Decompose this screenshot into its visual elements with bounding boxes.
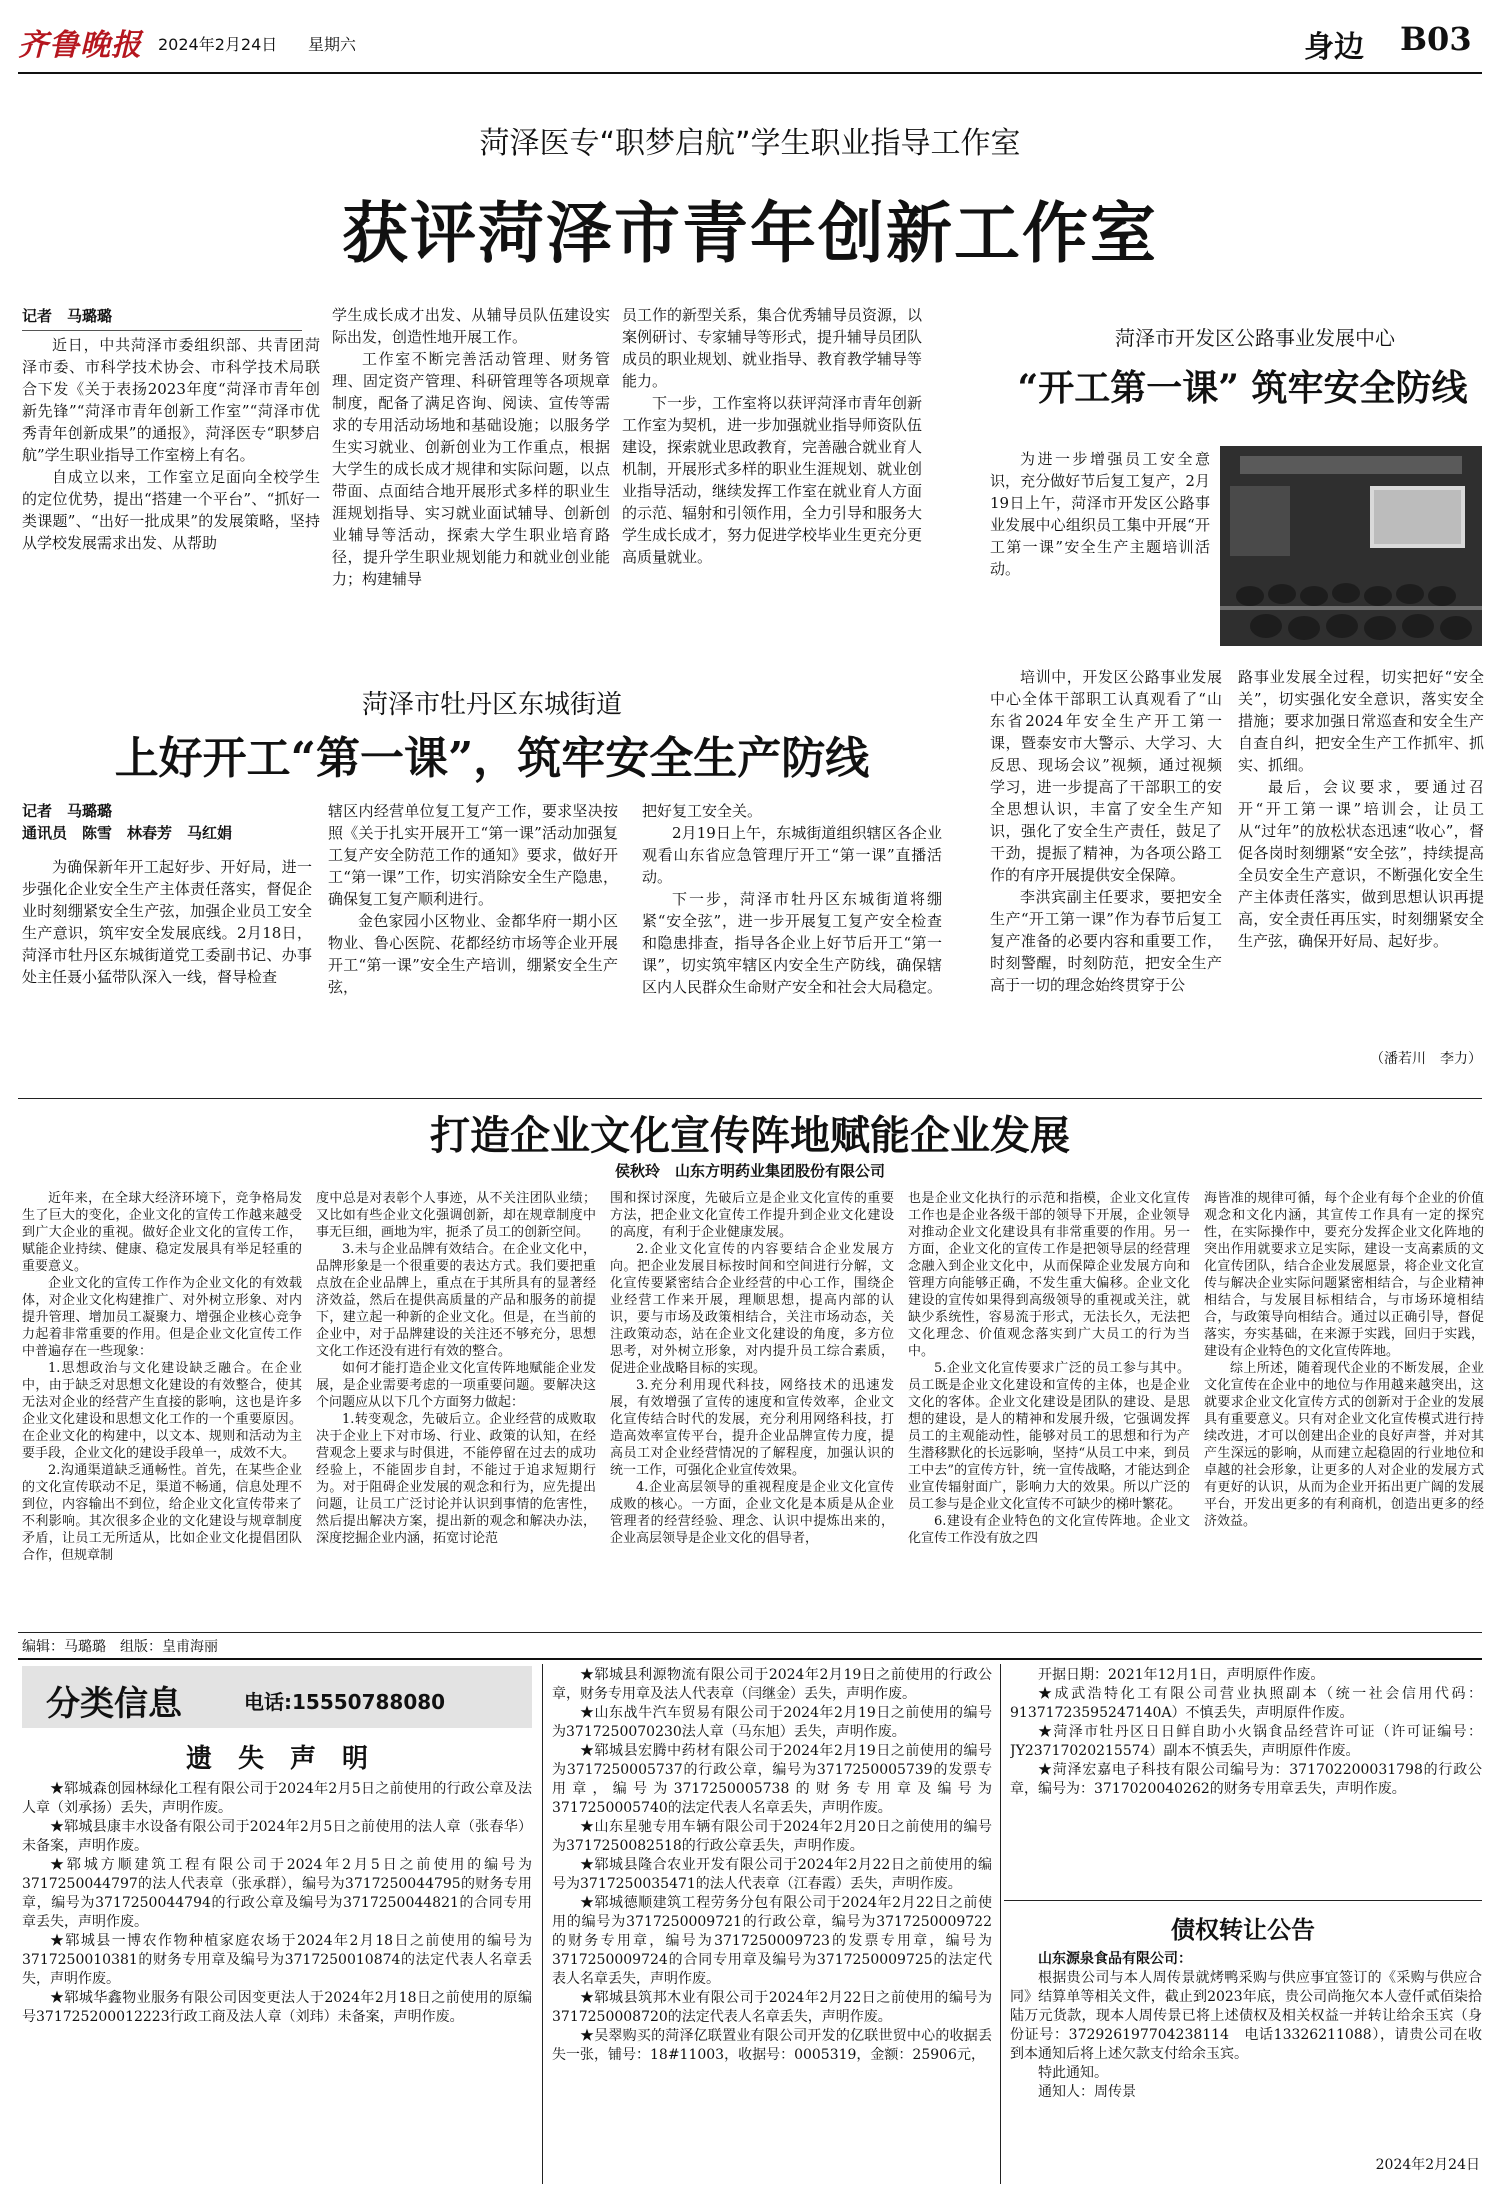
paragraph: 4.企业高层领导的重视程度是企业文化宣传成败的核心。一方面，企业文化是本质是从企业管理者的经营经验、理念、认识中提炼出来的，企业高层领导是企业文化的倡导者， — [610, 1480, 894, 1546]
paragraph: 也是企业文化执行的示范和指模，企业文化宣传工作也是企业各级干部的领导下开展，企业领导对推动企业文化建设具有非常重要的作用。另一方面，企业文化的宣传工作是把领导层的经营理念融入到企业文化中，从而保障企业发展方向和管理方向能够正确，不发生重大偏移。企业文化建设的宣传如果得到高级领导的重视或关注，就缺少系统性，容易流于形式，无法长久，无法把文化理念、价值观念落实到广大员工的行为当中。 — [908, 1191, 1190, 1359]
art3-col2 — [1238, 666, 1484, 1046]
art2-col3 — [642, 800, 942, 1096]
paragraph: 把好复工安全关。 — [642, 802, 763, 820]
editor-credits: 编辑：马璐璐 组版：皇甫海丽 — [22, 1639, 218, 1655]
list-item: ★菏泽市牡丹区日日鲜自助小火锅食品经营许可证（许可证编号：JY23717020215574）副本不慎丢失，声明原件作废。 — [1010, 1724, 1482, 1759]
paragraph: 自成立以来，工作室立足面向全校学生的定位优势，提出“搭建一个平台”、“抓好一类课题”、“出好一批成果”的发展策略，坚持从学校发展需求出发、从帮助 — [22, 468, 320, 552]
art1-headline: 获评菏泽市青年创新工作室 — [342, 194, 1158, 272]
paragraph: 2.沟通渠道缺乏通畅性。首先，在某些企业的文化宣传联动不足，渠道不畅通，信息处理不到位，内容输出不到位，给企业文化宣传带来了不利影响。其次很多企业的文化建设与规章制度矛盾，让员工无所适从，比如企业文化提倡团队合作，但规章制 — [22, 1463, 302, 1563]
paragraph: 最后，会议要求，要通过召开“开工第一课”培训会，让员工从“过年”的放松状态迅速“收心”，督促各岗时刻绷紧“安全弦”，持续提高全员安全生产意识，不断强化安全生产主体责任落实，做到思想认识再提高，安全责任再压实，时刻绷紧安全生产弦，确保开好局、起好步。 — [1238, 778, 1484, 950]
paragraph: 6.建设有企业特色的文化宣传阵地。企业文化宣传工作没有放之四 — [908, 1514, 1190, 1546]
paragraph: 5.企业文化宣传要求广泛的员工参与其中。员工既是企业文化建设和宣传的主体，也是企业文化的客体。企业文化建设是团队的建设、是思想的建设，是人的精神和发展升级，它强调发挥员工的主观能动性，能够对员工的思想和行为产生潜移默化的长远影响，坚持“从员工中来，到员工中去”的宣传方针，统一宣传战略，才能达到企业宣传辐射面广，影响力大的效果。所以广泛的员工参与是企业文化宣传不可缺少的梯叶繁花。 — [908, 1361, 1190, 1512]
paragraph: 近年来，在全球大经济环境下，竞争格局发生了巨大的变化，企业文化的宣传工作越来越受到广大企业的重视。做好企业文化的宣传工作，赋能企业持续、健康、稳定发展具有举足轻重的重要意义。 — [22, 1191, 302, 1274]
training-photo — [1220, 446, 1482, 646]
paragraph: 下一步，菏泽市牡丹区东城街道将绷紧“安全弦”，进一步开展复工复产安全检查和隐患排查，指导各企业上好节后开工“第一课”，切实筑牢辖区内安全生产防线，确保辖区内人民群众生命财产安全和社会大局稳定。 — [642, 890, 942, 996]
paragraph: 3.充分利用现代科技，网络技术的迅速发展，有效增强了宣传的速度和宣传效率，企业文化宣传结合时代的发展，充分利用网络科技，打造高效率宣传平台，提升企业品牌宣传力度，提高员工对企业经营情况的了解程度，加强认识的统一工作，可强化企业宣传效果。 — [610, 1378, 894, 1478]
classified-divider-1 — [542, 1664, 543, 2184]
classified-col3 — [1010, 1666, 1482, 1888]
masthead — [18, 18, 1482, 70]
art2-byline-correspondents: 通讯员 陈雪 林春芳 马红娟 — [22, 824, 233, 842]
art1-byline-rule — [22, 330, 302, 331]
art1-col1 — [22, 334, 320, 674]
art3-col1a — [990, 448, 1210, 668]
paragraph: 度中总是对表彰个人事迹，从不关注团队业绩；又比如有些企业文化强调创新，却在规章制度中事无巨细，画地为牢，扼杀了员工的创新空间。 — [316, 1191, 596, 1240]
art1-col3 — [622, 304, 922, 674]
paragraph: 近日，中共菏泽市委组织部、共青团菏泽市委、市科学技术协会、市科学技术局联合下发《关于表扬2023年度“菏泽市青年创新先锋”“菏泽市青年创新工作室”“菏泽市优秀青年创新成果”的通报》，菏泽医专“职梦启航”学生职业指导工作室榜上有名。 — [22, 336, 320, 464]
list-item: ★吴翠购买的菏泽亿联置业有限公司开发的亿联世贸中心的收据丢失一张，铺号：18#11003，收据号：0005319，金额：25906元， — [552, 2028, 992, 2063]
paragraph: 辖区内经营单位复工复产工作，要求坚决按照《关于扎实开展开工“第一课”活动加强复工复产安全防范工作的通知》要求，做好开工“第一课”工作，切实消除安全生产隐患，确保复工复产顺利进行。 — [328, 802, 618, 908]
art4-col1 — [22, 1190, 302, 1630]
newspaper-logo: 齐鲁晚报 — [18, 28, 142, 63]
section-rule — [18, 1098, 1482, 1099]
masthead-date: 2024年2月24日 — [158, 35, 278, 54]
debt-notice-title: 债权转让公告 — [1171, 1916, 1315, 1944]
debt-notice-date: 2024年2月24日 — [1375, 2157, 1480, 2173]
paragraph: 路事业发展全过程，切实把好“安全关”，切实强化安全意识，落实安全措施；要求加强日常巡查和安全生产自查自纠，把安全生产工作抓牢、抓实、抓细。 — [1238, 668, 1484, 774]
list-item: ★郓城县宏腾中药材有限公司于2024年2月19日之前使用的编号为371725000573​7的行政公章，编号为371725000573​9的发票专用章，编号为371725000573​8的财务专用章及编号为371725000574​0的法定代表人名章丢失，声明作废。 — [552, 1743, 992, 1816]
classified-divider-2 — [1000, 1664, 1001, 2184]
art1-kicker: 菏泽医专“职梦启航”学生职业指导工作室 — [479, 126, 1021, 161]
paragraph: 为确保新年开工起好步、开好局，进一步强化企业安全生产主体责任落实，督促企业时刻绷紧安全生产弦，加强企业员工安全生产意识，筑牢安全发展底线。2月18日，菏泽市牡丹区东城街道党工委副书记、办事处主任聂小猛带队深入一线，督导检查 — [22, 858, 312, 986]
art3-col1b — [990, 666, 1222, 1086]
list-item: ★山东战牛汽车贸易有限公司于2024年2月19日之前使用的编号为371725007023​0法人章（马东旭）丢失，声明作废。 — [552, 1705, 992, 1740]
paragraph: 围和探讨深度，先破后立是企业文化宣传的重要方法，把企业文化宣传工作提升到企业文化建设的高度，有利于企业健康发展。 — [610, 1191, 894, 1240]
debt-notice-body — [1010, 1950, 1482, 2150]
masthead-weekday: 星期六 — [308, 35, 357, 54]
section-name: 身边 — [1304, 30, 1364, 65]
paragraph: 金色家园小区物业、金都华府一期小区物业、鲁心医院、花都经纺市场等企业开展开工“第一课”安全生产培训，绷紧安全生产弦， — [328, 912, 618, 996]
list-item: ★成武浩特化工有限公司营业执照副本（统一社会信用代码：91371723595247140A）不慎丢失，声明原件作废。 — [1010, 1686, 1482, 1721]
list-item: ★菏泽宏嘉电子科技有限公司编号为：371702200031798的行政公章，编号为：371702004026​2的财务专用章丢失，声明作废。 — [1010, 1762, 1482, 1797]
masthead-rule — [18, 72, 1482, 74]
paragraph: 3.未与企业品牌有效结合。在企业文化中，品牌形象是一个很重要的表达方式。我们要把重点放在企业品牌上，重点在于其所具有的显著经济效益，然后在提供高质量的产品和服务的前提下，建立起一种新的企业文化。但是，在当前的企业中，对于品牌建设的关注还不够充分，思想文化工作还没有进行有效的整合。 — [316, 1242, 596, 1359]
lecture-hall-image — [1220, 446, 1482, 646]
editors-rule — [18, 1632, 1482, 1633]
classified-title: 分类信息 — [46, 1684, 182, 1724]
paragraph: 综上所述，随着现代企业的不断发展，企业文化宣传在企业中的地位与作用越来越突出，这就要求企业文化宣传方式的创新对于企业的发展具有重要意义。只有对企业文化宣传模式进行持续改进，才可以创建出企业的良好声誉，并对其产生深远的影响，从而建立起稳固的行业地位和卓越的社会形象，让更多的人对企业的发展方式有更好的认识，从而为企业开拓出更广阔的发展平台，开发出更多的有利商机，创造出更多的经济效益。 — [1204, 1361, 1484, 1529]
art1-col2 — [332, 304, 610, 674]
art4-headline: 打造企业文化宣传阵地赋能企业发展 — [430, 1112, 1070, 1159]
classified-banner — [22, 1666, 532, 1728]
art4-author: 侯秋玲 山东方明药业集团股份有限公司 — [614, 1162, 885, 1180]
list-item: ★郓城方顺建筑工程有限公司于2024年2月5日之前使用的编号为371725004479​7的法人代表章（张承群），编号为371725004479​5的财务专用章，编号为371725004479​4的行政公章及编号为371725004482​1的合同专用章丢失，声明作废。 — [22, 1857, 532, 1930]
classified-col1 — [22, 1780, 532, 2180]
paragraph: 2.企业文化宣传的内容要结合企业发展方向。把企业发展目标按时间和空间进行分解，文化宣传要紧密结合企业经营的中心工作，围绕企业经营工作来开展，理顺思想，提高内部的认识，要与市场及政策相结合，关注市场动态，关注政策动态，站在企业文化建设的角度，多方位思考，对外树立形象，对内提升员工综合素质，促进企业战略目标的实现。 — [610, 1242, 894, 1376]
art2-headline: 上好开工“第一课”，筑牢安全生产防线 — [114, 733, 870, 784]
art4-col3 — [610, 1190, 894, 1630]
art4-col5 — [1204, 1190, 1484, 1630]
paragraph: 李洪宾副主任要求，要把安全生产“开工第一课”作为春节后复工复产准备的必要内容和重要工作，时刻警醒，时刻防范，把安全生产高于一切的理念始终贯穿于公 — [990, 888, 1222, 994]
list-item: ★郓城县利源物流有限公司于2024年2月19日之前使用的行政公章，财务专用章及法人代表章（闫继金）丢失，声明作废。 — [552, 1667, 992, 1702]
classified-top-rule — [18, 1658, 1482, 1660]
paragraph: 1.转变观念，先破后立。企业经营的成败取决于企业上下对市场、行业、政策的认知，在经营观念上要求与时俱进，不能停留在过去的成功经验上，不能固步自封，不能过于追求短期行为。对于阻碍企业发展的观念和行为，应先提出问题，让员工广泛讨论并认识到事情的危害性，然后提出解决方案，提出新的观念和解决办法，深度挖掘企业内涵，拓宽讨论范 — [316, 1412, 596, 1546]
classified-col2 — [552, 1666, 992, 2186]
art4-col2 — [316, 1190, 596, 1630]
paragraph: 根据贵公司与本人周传景就烤鸭采购与供应事宜签订的《采购与供应合同》结算单等相关文件，截止到2023年底，贵公司尚拖欠本人壹仟贰佰柒拾陆万元货款，现本人周传景已将上述债权及相关权益一并转让给余玉宾（身份证号：372926197704238114 电话13326211088），请贵公司在收到本通知后将上述欠款支付给余玉宾。 — [1010, 1970, 1482, 2062]
paragraph: 培训中，开发区公路事业发展中心全体干部职工认真观看了“山东省2024年安全生产开工第一课，暨泰安市大警示、大学习、大反思、现场会议”视频，通过视频学习，进一步提高了干部职工的安全思想认识，丰富了安全生产知识，强化了安全生产责任，鼓足了干劲，提振了精神，为各项公路工作的有序开展提供安全保障。 — [990, 668, 1222, 884]
art4-col4 — [908, 1190, 1190, 1630]
list-item: ★郓城县康丰水设备有限公司于2024年2月5日之前使用的法人章（张春华）未备案，声明作废。 — [22, 1819, 532, 1854]
paragraph: 1.思想政治与文化建设缺乏融合。在企业中，由于缺乏对思想文化建设的有效整合，使其无法对企业的经营产生直接的影响，这也是许多企业文化建设和思想文化工作的一个重要原因。在企业文化的构建中，以文本、规则和活动为主要手段，企业文化的建设手段单一，成效不大。 — [22, 1361, 302, 1461]
paragraph: 学生成长成才出发、从辅导员队伍建设实际出发，创造性地开展工作。 — [332, 306, 610, 346]
paragraph: 为进一步增强员工安全意识，充分做好节后复工复产，2月19日上午，菏泽市开发区公路事业发展中心组织员工集中开展“开工第一课”安全生产主题培训活动。 — [990, 450, 1210, 578]
lost-notice-title: 遗 失 声 明 — [185, 1744, 368, 1774]
list-item: ★郓城华鑫物业服务有限公司因变更法人于2024年2月18日之前使用的原编号371725200012223行政工商及法人章（刘玮）未备案，声明作废。 — [22, 1990, 532, 2025]
paragraph: 员工作的新型关系，集合优秀辅导员资源，以案例研讨、专家辅导等形式，提升辅导员团队成员的职业规划、就业指导、教育教学辅导等能力。 — [622, 306, 922, 390]
paragraph: 如何才能打造企业文化宣传阵地赋能企业发展，是企业需要考虑的一项重要问题。要解决这个问题应从以下几个方面努力做起： — [316, 1361, 596, 1410]
list-item: ★郓城县隆合农业开发有限公司于2024年2月22日之前使用的编号为371725003547​1的法人代表章（江春霞）丢失，声明作废。 — [552, 1857, 992, 1892]
list-item: ★郓城县一博农作物种植家庭农场于2024年2月18日之前使用的编号为371725001038​1的财务专用章及编号为371725001087​4的法定代表人名章丢失，声明作废。 — [22, 1933, 532, 1987]
art3-kicker: 菏泽市开发区公路事业发展中心 — [1115, 326, 1395, 350]
art1-byline: 记者 马璐璐 — [22, 307, 113, 325]
list-item: ★郓城森创园林绿化工程有限公司于2024年2月5日之前使用的行政公章及法人章（刘承扬）丢失，声明作废。 — [22, 1781, 532, 1816]
art2-kicker: 菏泽市牡丹区东城街道 — [361, 690, 622, 720]
paragraph: 企业文化的宣传工作作为企业文化的有效载体，对企业文化构建推广、对外树立形象、对内提升管理、增加员工凝聚力、增强企业核心竞争力起着非常重要的作用。但是企业文化宣传工作中普遍存在一些现象： — [22, 1276, 302, 1359]
paragraph: 海皆准的规律可循，每个企业有每个企业的价值观念和文化内涵，其宣传工作具有一定的探究性，在实际操作中，要充分发挥企业文化阵地的突出作用就要求立足实际，建设一支高素质的文化宣传团队，结合企业发展愿景，将企业文化宣传与解决企业实际问题紧密相结合，与企业精神相结合，与发展目标相结合，与市场环境相结合，与政策导向相结合。通过以正确引导，督促落实，夯实基础，在来源于实践，回归于实践，建设有企业特色的文化宣传阵地。 — [1204, 1191, 1484, 1359]
art3-credit: （潘若川 李力） — [1370, 1051, 1482, 1067]
paragraph: 特此通知。 — [1038, 2065, 1108, 2081]
paragraph: 通知人：周传景 — [1038, 2084, 1136, 2100]
art3-headline: “开工第一课” 筑牢安全防线 — [1017, 367, 1468, 409]
art2-col2 — [328, 800, 618, 1096]
paragraph: 2月19日上午，东城街道组织辖区各企业观看山东省应急管理厅开工“第一课”直播活动。 — [642, 824, 942, 886]
paragraph: 工作室不断完善活动管理、财务管理、固定资产管理、科研管理等各项规章制度，配备了满足咨询、阅读、宣传等需求的专用活动场地和基础设施；以服务学生实习就业、创新创业为工作重点，根据大学生的成长成才规律和实际问题，以点带面、点面结合地开展形式多样的职业生涯规划指导、实习就业面试辅导、创新创业辅导等活动，探索大学生职业培育路径，提升学生职业规划能力和就业创业能力；构建辅导 — [332, 350, 610, 588]
classified-phone: 电话:15550788080 — [244, 1690, 446, 1714]
page-number: B03 — [1400, 20, 1472, 58]
list-item: 开据日期：2021年12月1日，声明原件作废。 — [1038, 1667, 1325, 1683]
list-item: ★郓城德顺建筑工程劳务分包有限公司于2024年2月22日之前使用的编号为37172500097​21的行政公章，编号为371725000972​2的财务专用章，编号为371725000972​3的发票专用章，编号为371725000972​4的合同专用章及编号为371725000972​5的法定代表人名章丢失，声明作废。 — [552, 1895, 992, 1987]
list-item: ★山东星驰专用车辆有限公司于2024年2月20日之前使用的编号为371725008251​8的行政公章丢失，声明作废。 — [552, 1819, 992, 1854]
debt-addressee: 山东源泉食品有限公司： — [1038, 1951, 1192, 1967]
debt-rule — [1004, 1900, 1482, 1901]
art2-col1 — [22, 856, 312, 1096]
paragraph: 下一步，工作室将以获评菏泽市青年创新工作室为契机，进一步加强就业指导师资队伍建设，探索就业思政教育，完善融合就业育人机制，开展形式多样的职业生涯规划、就业创业指导活动，继续发挥工作室在就业育人方面的示范、辐射和引领作用，全力引导和服务大学生成长成才，努力促进学校毕业生更充分更高质量就业。 — [622, 394, 922, 566]
art2-byline-reporter: 记者 马璐璐 — [22, 802, 113, 820]
list-item: ★郓城县筑邦木业有限公司于2024年2月22日之前使用的编号为371725000872​0的法定代表人名章丢失，声明作废。 — [552, 1990, 992, 2025]
